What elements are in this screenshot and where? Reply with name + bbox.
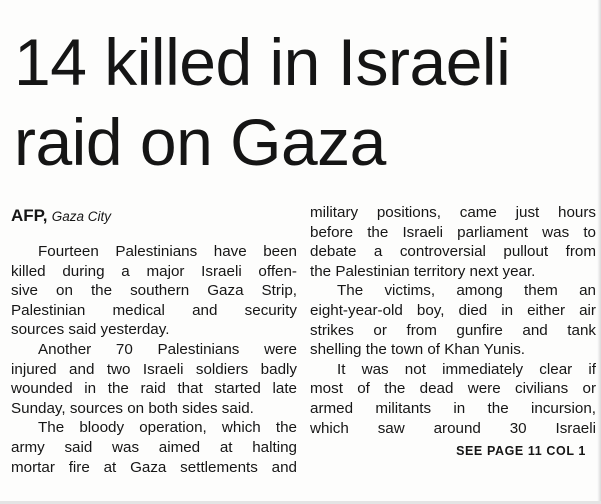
text-line: Sunday, sources on both sides said. <box>11 399 254 417</box>
text-line: Another 70 Palestinians were <box>38 340 297 358</box>
text-line: sources said yesterday. <box>11 321 170 339</box>
text-line: Palestinian medical and security <box>11 301 297 319</box>
article-column-left <box>11 203 297 477</box>
text-line: It was not immediately clear if <box>337 360 596 378</box>
article-body-right <box>310 203 596 438</box>
text-line: most of the dead were civilians or <box>310 380 596 398</box>
page-edge-shadow <box>597 0 601 504</box>
text-line: wounded in the raid that started late <box>11 380 297 398</box>
text-line: Fourteen Palestinians have been <box>38 243 297 260</box>
article-body-left <box>11 242 297 477</box>
text-line: strikes or from gunfire and tank <box>310 321 596 339</box>
text-line: eight-year-old boy, died in either air <box>310 301 596 319</box>
byline-place: Gaza City <box>51 209 112 224</box>
text-line: The victims, among them an <box>337 282 596 300</box>
text-line: mortar fire at Gaza settlements and <box>11 458 297 476</box>
text-line: sive on the southern Gaza Strip, <box>11 282 297 300</box>
text-line: army said was aimed at halting <box>11 438 297 456</box>
headline-line: raid on Gaza <box>14 105 386 179</box>
text-line: debate a controversial pullout from <box>310 243 596 261</box>
dateline <box>11 203 297 229</box>
continuation-note: SEE PAGE 11 COL 1 <box>456 444 586 459</box>
byline-agency: AFP, <box>11 206 48 225</box>
text-line: The bloody operation, which the <box>38 419 297 437</box>
text-line: military positions, came just hours <box>310 204 596 221</box>
text-line: injured and two Israeli soldiers badly <box>11 360 297 378</box>
text-line: the Palestinian territory next year. <box>310 262 536 280</box>
text-line: before the Israeli parliament was to <box>310 223 596 241</box>
headline <box>14 22 594 182</box>
text-line: killed during a major Israeli offen- <box>11 262 297 280</box>
text-line: armed militants in the incursion, <box>310 399 596 417</box>
text-line: shelling the town of Khan Yunis. <box>310 341 526 359</box>
text-line: which saw around 30 Israeli <box>310 419 596 437</box>
headline-line: 14 killed in Israeli <box>14 25 511 99</box>
article-column-right <box>310 203 596 462</box>
